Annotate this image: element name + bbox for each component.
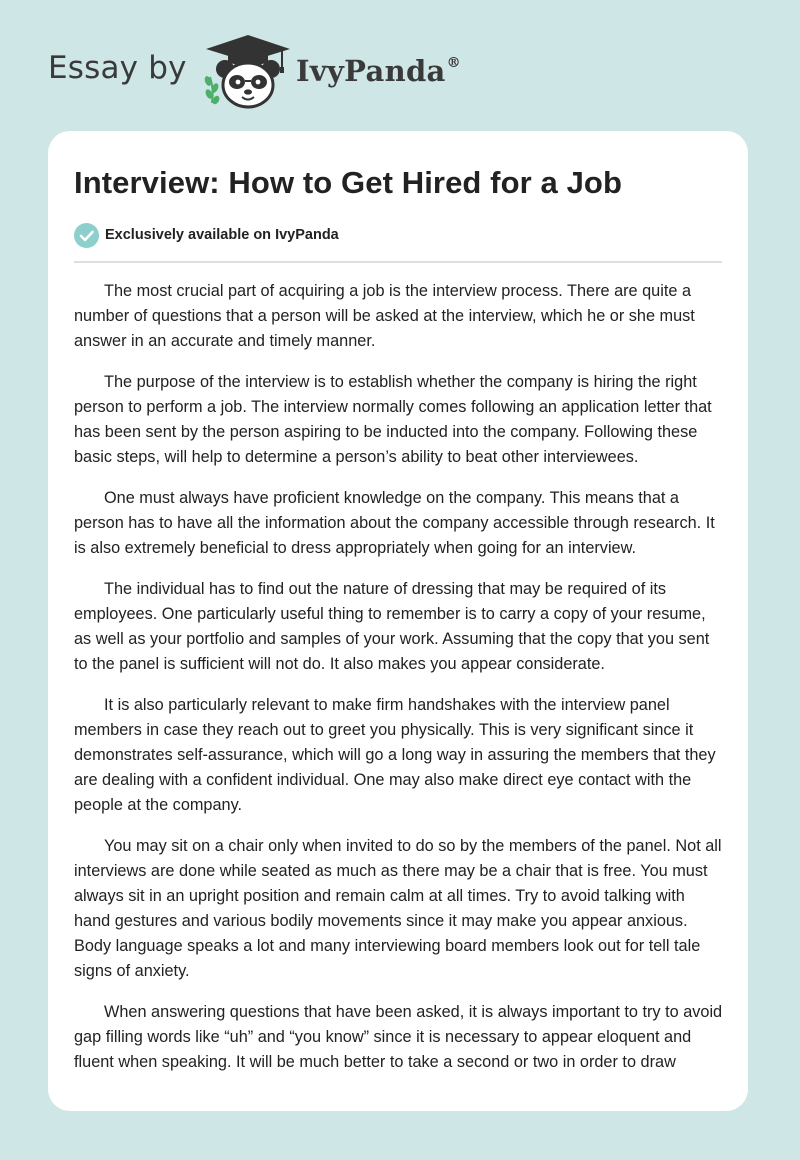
panda-graduate-icon[interactable] <box>202 33 294 109</box>
paragraph: One must always have proficient knowledge on the company. This means that a person has to have all the information about the company accessible through research. It is also extremely beneficial to dress appropriately when going for an interview. <box>74 489 715 557</box>
paragraph: The individual has to find out the nature of dressing that may be required of its employees. One particularly useful thing to remember is to carry a copy of your resume, as well as your portfolio and samples of your work. Assuming that the copy that you sent to the panel is sufficient will not do. It also makes you appear considerate. <box>74 580 710 673</box>
article-title: Interview: How to Get Hired for a Job <box>74 165 622 200</box>
site-header <box>0 0 800 130</box>
paragraph: It is also particularly relevant to make firm handshakes with the interview panel members in case they reach out to greet you physically. This is very significant since it demonstrates self-assurance, which will go a long way in assuring the members that they are dealing with a confident individual. One may also make direct eye contact with the people at the company. <box>74 696 716 814</box>
title-divider <box>74 261 722 263</box>
check-circle-icon <box>74 223 99 248</box>
brand-name: IvyPanda <box>296 54 446 88</box>
article-body <box>74 279 724 1091</box>
exclusive-badge <box>74 222 339 248</box>
exclusive-badge-text: Exclusively available on IvyPanda <box>105 227 339 243</box>
brand-logo-text[interactable] <box>296 54 461 88</box>
essay-by-label: Essay by <box>48 50 187 86</box>
paragraph: The purpose of the interview is to establish whether the company is hiring the right person to perform a job. The interview normally comes following an application letter that has been sent by the person aspiring to be inducted into the company. Following these basic steps, will help to determine a person’s ability to beat other interviewees. <box>74 373 712 466</box>
paragraph: When answering questions that have been asked, it is always important to try to avoid gap filling words like “uh” and “you know” since it is necessary to appear eloquent and fluent when speaking. It will be much better to take a second or two in order to draw <box>74 1003 723 1071</box>
paragraph: The most crucial part of acquiring a job is the interview process. There are quite a number of questions that a person will be asked at the interview, which he or she must answer in an accurate and timely manner. <box>74 282 695 350</box>
article-card <box>48 131 748 1111</box>
registered-mark: ® <box>446 55 461 71</box>
paragraph: You may sit on a chair only when invited to do so by the members of the panel. Not all interviews are done while seated as much as there may be a chair that is free. You must always sit in an upright position and remain calm at all times. Try to avoid talking with hand gestures and various bodily movements since it may make you appear anxious. Body language speaks a lot and many interviewing board members look out for tell tale signs of anxiety. <box>74 837 722 980</box>
